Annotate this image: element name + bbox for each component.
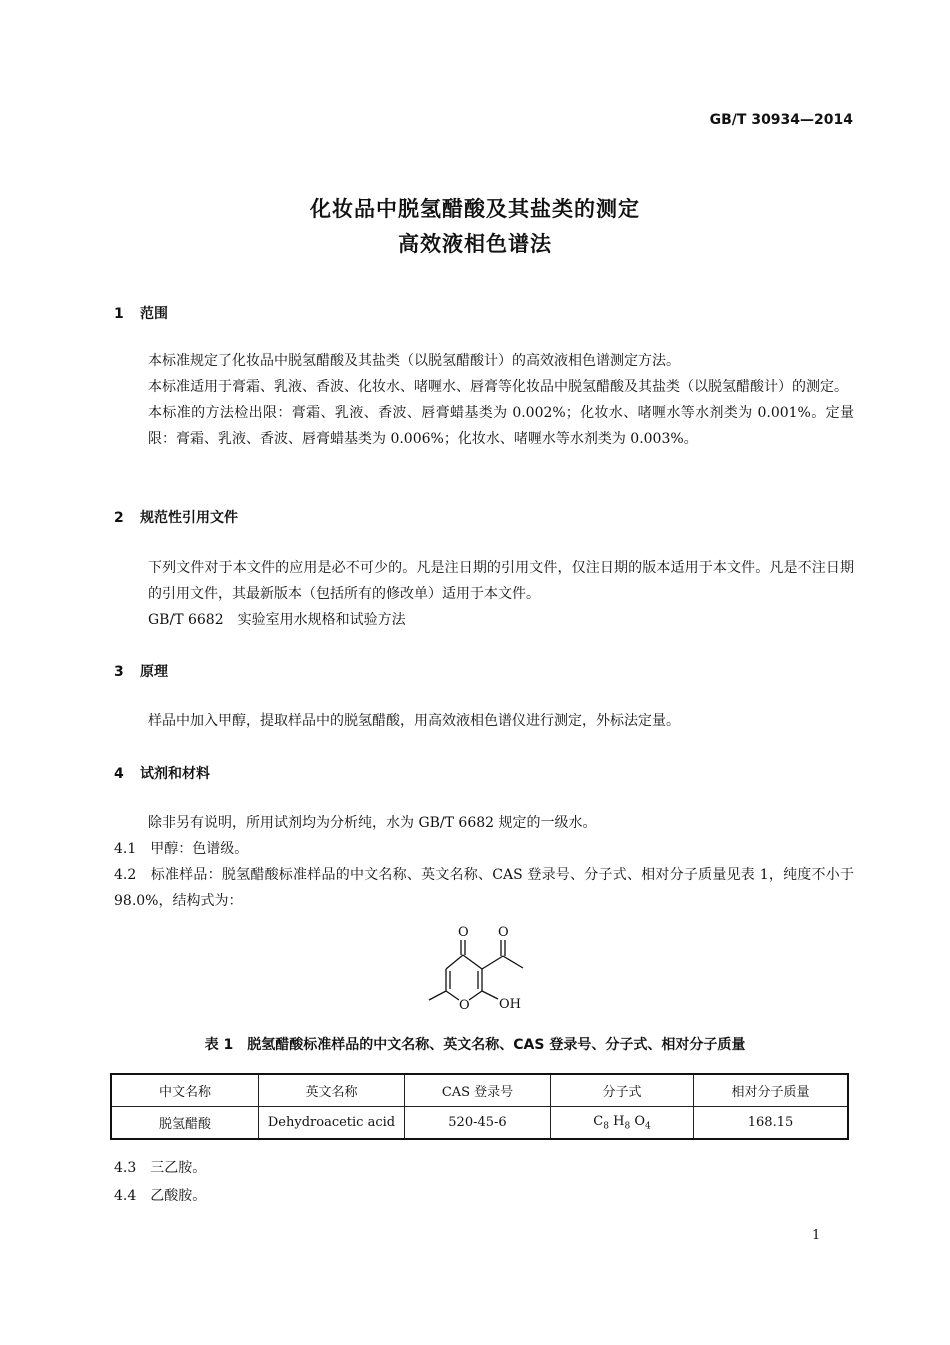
bond [482, 956, 503, 969]
formula-element: H [613, 1113, 625, 1129]
section-title: 范围 [140, 306, 168, 322]
table-header: 中文名称 [111, 1074, 259, 1107]
formula-element: O [634, 1113, 645, 1129]
cell-cas: 520-45-6 [405, 1107, 551, 1140]
section-title: 试剂和材料 [140, 766, 210, 782]
table-header: 相对分子质量 [694, 1074, 849, 1107]
paragraph: 本标准的方法检出限：膏霜、乳液、香波、唇膏蜡基类为 0.002%；化妆水、啫喱水等水剂类为 0.001%。定量限：膏霜、乳液、香波、唇膏蜡基类为 0.006%；化妆水、啫喱水等水剂类为 0.003%。 [148, 405, 854, 447]
atom-label-ring-o: O [459, 998, 470, 1013]
formula-element: C [593, 1113, 604, 1129]
section-4-body [114, 810, 854, 914]
formula-count: 8 [624, 1121, 631, 1132]
formula-count: 4 [644, 1121, 651, 1132]
section-1-body [114, 348, 854, 452]
bond [503, 956, 523, 968]
section-number: 3 [114, 664, 124, 680]
atom-label-oh: OH [499, 997, 521, 1012]
section-2-heading [114, 507, 238, 527]
cell-mass: 168.15 [694, 1107, 849, 1140]
cell-cn-name: 脱氢醋酸 [111, 1107, 259, 1140]
paragraph: 本标准适用于膏霜、乳液、香波、化妆水、啫喱水、唇膏等化妆品中脱氢醋酸及其盐类（以脱氢醋酸计）的测定。 [148, 379, 848, 395]
standard-number: GB/T 30934—2014 [709, 112, 853, 128]
bond [446, 955, 463, 969]
bond [463, 955, 482, 969]
cell-formula [551, 1107, 694, 1140]
table-header-row [111, 1074, 848, 1107]
table-header: CAS 登录号 [405, 1074, 551, 1107]
section-4-heading [114, 763, 210, 783]
section-2-body [114, 555, 854, 633]
section-title: 规范性引用文件 [140, 510, 238, 526]
table-header: 分子式 [551, 1074, 694, 1107]
clause-4-1: 4.1 甲醇：色谱级。 [114, 841, 249, 857]
bond [482, 991, 498, 999]
section-number: 1 [114, 306, 124, 322]
atom-label-o: O [458, 925, 469, 940]
table-header: 英文名称 [259, 1074, 405, 1107]
clause-4-2: 4.2 标准样品：脱氢醋酸标准样品的中文名称、英文名称、CAS 登录号、分子式、相对分子质量见表 1，纯度不小于 98.0%，结构式为： [114, 867, 854, 909]
section-number: 4 [114, 766, 124, 782]
clause-4-4: 4.4 乙酸胺。 [114, 1188, 207, 1204]
paragraph: 除非另有说明，所用试剂均为分析纯，水为 GB/T 6682 规定的一级水。 [148, 815, 597, 831]
bond [446, 991, 459, 1000]
bond [469, 991, 482, 1000]
cell-en-name: Dehydroacetic acid [259, 1107, 405, 1140]
section-number: 2 [114, 510, 124, 526]
paragraph: 本标准规定了化妆品中脱氢醋酸及其盐类（以脱氢醋酸计）的高效液相色谱测定方法。 [148, 353, 680, 369]
section-title: 原理 [140, 664, 168, 680]
document-title-line1: 化妆品中脱氢醋酸及其盐类的测定 [310, 197, 640, 221]
table-1-caption: 表 1 脱氢醋酸标准样品的中文名称、英文名称、CAS 登录号、分子式、相对分子质量 [204, 1037, 746, 1053]
section-1-heading [114, 303, 168, 323]
clause-4-3: 4.3 三乙胺。 [114, 1160, 207, 1176]
paragraph: 下列文件对于本文件的应用是必不可少的。凡是注日期的引用文件，仅注日期的版本适用于本文件。凡是不注日期的引用文件，其最新版本（包括所有的修改单）适用于本文件。 [148, 560, 854, 602]
table-1 [110, 1073, 849, 1140]
formula-count: 8 [603, 1121, 609, 1132]
page-number: 1 [812, 1228, 821, 1243]
section-3-body [114, 708, 854, 734]
document-title-line2: 高效液相色谱法 [398, 232, 552, 256]
bond [429, 991, 446, 1000]
dehydroacetic-acid-structure [415, 920, 545, 1020]
atom-label-o: O [498, 925, 509, 940]
section-3-heading [114, 661, 168, 681]
paragraph: 样品中加入甲醇，提取样品中的脱氢醋酸，用高效液相色谱仪进行测定，外标法定量。 [148, 713, 680, 729]
table-row [111, 1107, 848, 1140]
normative-reference: GB/T 6682 实验室用水规格和试验方法 [148, 612, 406, 628]
